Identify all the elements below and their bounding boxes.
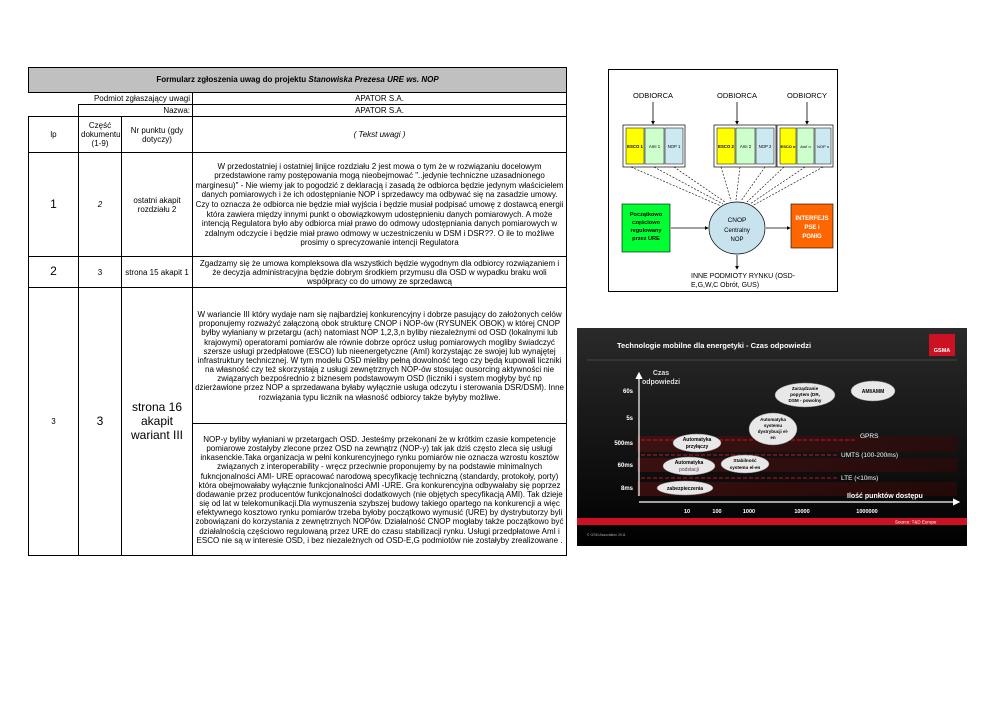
bubble-label: zabezpieczenia: [666, 486, 704, 492]
bubble-label: en: [770, 435, 776, 440]
nop-label: NOP n: [817, 144, 829, 149]
nop-structure-diagram: [608, 69, 838, 292]
cnop-label: CNOP: [727, 217, 747, 224]
row-text-a: W wariancie III który wydaje nam się najbardziej konkurencyjny i dobrze pasujący do założonych celów proponujemy rozważyć załączoną obok strukturę CNOP i NOP-ów (RYSUNEK OBOK) w której CNOP byłby wyłaniany w przetargu (ach) natomiast NOP 1,2,3,n byliby niezależnymi od OSD (lokalnymi lub krajowymi) operatorami pomiarów ale równie dobrze oprócz usług pomiarowych mogliby świadczyć szersze usługi przedpłatowe (ESCO) lub nieenergetyczne (AmI) korzystając ze swojej lub wynajętej infrastruktury technicznej. W tym modelu OSD mieliby pełną dowolność tego czy będą kupowali liczniki na własność czy też skorzystają z usługi zewnętrznych NOP-ów stosując ousorcing aktywności nie związanych bezpośrednio z biznesem podstawowym OSD (liczniki i system mogłyby być np dzierżawione przez NOP a sprzedawana byłaby wyłącznie usługa odczytu i sterowania DSR/DSM). Inne rozwiązania typu licznik na własność odbiorcy także byłyby możliwe.: [193, 288, 567, 424]
tech-line-label: UMTS (100-200ms): [841, 452, 899, 459]
submitter-value: APATOR S.A.: [193, 93, 567, 105]
bubble-label: Automatyka: [682, 437, 712, 443]
y-tick: 5s: [626, 416, 633, 422]
interface-label: PGNIG: [802, 234, 822, 240]
row-text-b: NOP-y byliby wyłaniani w przetargach OSD. Jesteśmy przekonani że w krótkim czasie kompetencje pomiarowe zostałyby zlecone przez OSD na zewnątrz (NOP-y) tak jak dziś często zleca się usługi inkasenckie.Taka organizacja w pełni konkurencyjnego rynku pomiarów nie oznacza wzrostu kosztów związanych z interoperability - wręcz przeciwnie proponujemy by na podstawie minimalnych fukncjonalności AMI- URE opracować narodową specyfikację techniczną (standardy, protokoły, porty) która obejmowałaby wyłącznie funkcjonalności AMI -URE. Gra konkurencyjna odbywałaby się poprzez dodawanie przez producentów funkcjonalności dodatkowych (nie objętych specyfikacją AMI). Tak dzieje się od lat w telekomunikacji.Dla wymuszenia szybszej budowy takiego opartego na konkurencji a więc efektywnego kosztowo rynku pomiarów trzeba byłoby początkowo wymusić (URE) by dystrybutorzy byli zobowiązani do korzystania z zewnętrznych NOPów. Działalność CNOP mogłaby także początkowo być działalnością częściowo regulowaną przez URE do czasu stabilizacji rynku. Usługi przedpłatowe AmI i ESCO nie są w interesie OSD, i bez niezależnych od OSD-E,G podmiotów nie zostałyby zrealizowane .: [193, 424, 567, 556]
form-title-prefix: Formularz zgłoszenia uwag do projektu: [156, 75, 309, 85]
table-row: [29, 257, 567, 288]
nop-label: NOP 2: [758, 144, 772, 149]
y-tick: 500ms: [614, 441, 633, 447]
form-table: [28, 67, 567, 556]
source-label: Source: T&D Europe: [895, 519, 937, 525]
ami-label: AmI 1: [648, 144, 661, 149]
x-tick: 1000000: [856, 509, 878, 515]
x-tick: 1000: [742, 509, 756, 515]
row-text: W przedostatniej i ostatniej linijce rozdziału 2 jest mowa o tym że w rozwiązaniu docelowym przedstawione ramy postępowania mogą nieobejmować "..jedynie techniczne uzasadnionego marginesu)" - Nie wiemy jak to pogodzić z deklaracją i zasadą że odbiorca będzie jedynym właścicielem danych pomiarowych i że ich odostępnianie NOP i sprzedawcy ma odbywać się na zasadzie umowy. Czy to oznacza że odbiorca nie będzie miał wyjścia i będzie musiał podpisać umowę z dostawcą energii która zawiera między innymi punkt o obowiązkowym udostępnieniu danych pomiarowych. A może intencją Regulatora było aby odbiorca miał prawo do odmowy udostępniania danych pomiarowych w zdalnym odczycie i będzie miał prawo odmowy w uczestniczeniu w DSM i DSR??. O ile to możliwe prosimy o sprecyzowanie intencji Regulatora: [193, 153, 567, 257]
row-lp: 1: [29, 153, 79, 257]
row-point: ostatni akapit rozdziału 2: [122, 153, 193, 257]
response-time-slide: [577, 328, 967, 546]
header-lp: lp: [29, 117, 79, 153]
y-axis-title: odpowiedzi: [641, 379, 681, 386]
x-axis-title: Ilość punktów dostępu: [847, 493, 923, 500]
y-tick: 60s: [622, 389, 633, 395]
regulated-label: Początkowo: [629, 212, 663, 218]
row-point: strona 15 akapit 1: [122, 257, 193, 288]
bubble-label: Automatyka: [760, 417, 786, 422]
y-tick: 8ms: [620, 486, 633, 492]
bubble-label: Automatyka: [674, 460, 704, 466]
row-part: 3: [79, 288, 122, 556]
submitter-label: Podmiot zgłaszający uwagi: [79, 93, 193, 105]
esco-label: ESCO 2: [718, 144, 734, 149]
form-title: [29, 68, 567, 93]
y-axis-title: Czas: [652, 370, 670, 377]
row-part: 3: [79, 257, 122, 288]
row-part: 2: [79, 153, 122, 257]
ami-label: AmI n: [800, 144, 811, 149]
bubble-label: DSM - powolny: [788, 398, 822, 403]
regulated-label: przez URE: [632, 236, 660, 242]
header-point: Nr punktu (gdy dotyczy): [122, 117, 193, 153]
bubble-label: popytem (DR,: [790, 392, 820, 397]
slide-canvas: [577, 328, 967, 546]
bubble-label: Stabilność: [733, 458, 757, 463]
top-label: ODBIORCA: [632, 91, 674, 100]
logo-text: GSMA: [933, 348, 951, 354]
name-label: Nazwa:: [79, 105, 193, 117]
header-text: ( Tekst uwagi ): [193, 117, 567, 153]
row-lp: 2: [29, 257, 79, 288]
esco-label: ESCO 1: [627, 144, 643, 149]
interface-label: PSE i: [804, 225, 820, 231]
bubble-label: systemu el-en: [729, 465, 761, 470]
x-tick: 100: [712, 509, 722, 515]
x-tick: 10000: [794, 509, 810, 515]
market-note: E,G,W,C Obrót, GUS): [691, 282, 760, 289]
bubble-label: dystrybucji el-: [757, 429, 789, 434]
table-row: [29, 153, 567, 257]
cnop-label: NOP: [730, 237, 744, 243]
row-point: strona 16 akapit wariant III: [122, 288, 193, 556]
bubble-label: Zarządzanie: [791, 386, 819, 391]
x-tick: 10: [683, 509, 691, 515]
bubble-label: podstacji: [679, 467, 699, 473]
bubble-label: przyłączy: [685, 444, 709, 450]
name-value: APATOR S.A.: [193, 105, 567, 117]
row-lp: 3: [29, 288, 79, 556]
market-note: INNE PODMIOTY RYNKU (OSD-: [691, 273, 795, 280]
header-part: Część dokumentu (1-9): [79, 117, 122, 153]
slide-title: Technologie mobilne dla energetyki - Czas odpowiedzi: [617, 341, 812, 350]
top-label: ODBIORCA: [716, 91, 758, 100]
slide-footer: © GSM Association 2011: [587, 533, 626, 537]
regulated-label: częściowo: [632, 220, 660, 226]
bubble-label: systemu: [763, 423, 783, 428]
nop-label: NOP 1: [667, 144, 681, 149]
bubble-label: AMI/AMM: [861, 389, 885, 395]
y-tick: 60ms: [617, 463, 633, 469]
diagram-canvas: [609, 70, 837, 291]
tech-line-label: GPRS: [860, 433, 879, 440]
form-title-italic: Stanowiska Prezesa URE ws. NOP: [308, 75, 439, 85]
dashed-connectors: [631, 167, 823, 206]
row-text: Zgadzamy się że umowa kompleksowa dla wszystkich będzie wygodnym dla odbiorcy rozwiązaniem i że decyzja administracyjna będzie dobrym środkiem przymusu dla OSD w wypadku braku woli współpracy co do umowy ze sprzedawcą: [193, 257, 567, 288]
cnop-label: Centralny: [724, 228, 750, 234]
ami-label: AmI 2: [739, 144, 752, 149]
esco-label: ESCO n: [780, 144, 796, 149]
regulated-label: regulowany: [630, 228, 662, 234]
top-label: ODBIORCY: [786, 91, 828, 100]
comment-form: [28, 67, 566, 556]
tech-line-label: LTE (<10ms): [841, 475, 879, 482]
interface-label: INTERFEJS: [795, 216, 829, 222]
table-row: [29, 288, 567, 424]
